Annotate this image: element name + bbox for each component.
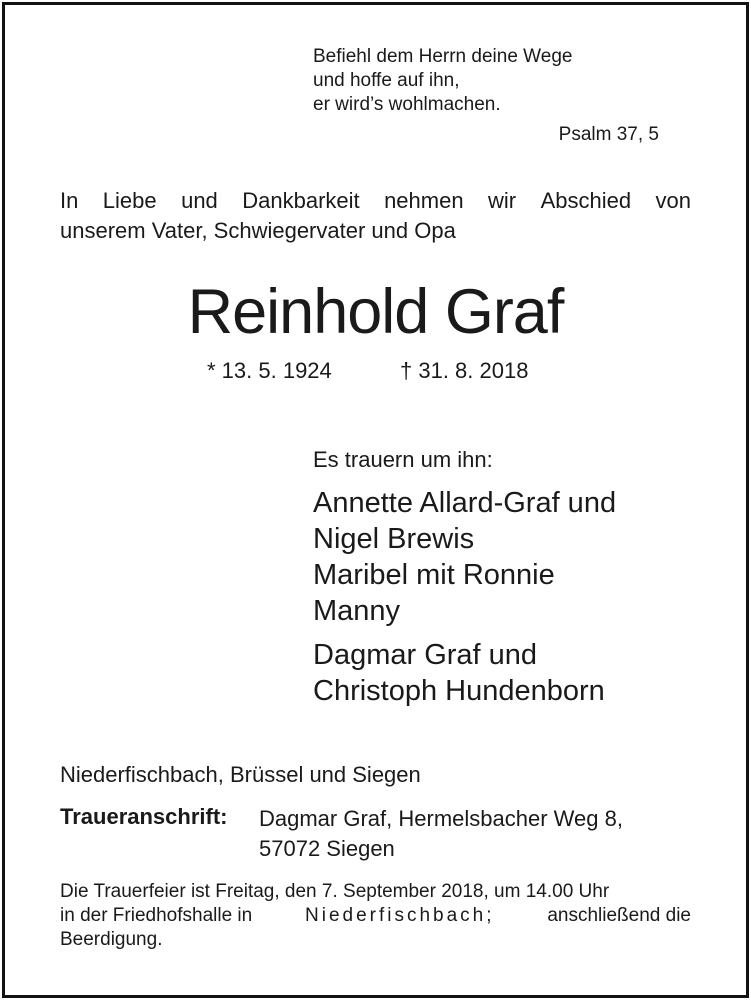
address-line-1: Dagmar Graf, Hermelsbacher Weg 8, [259, 806, 623, 831]
mourner-line: Manny [313, 595, 401, 627]
address-label: Traueranschrift: [60, 804, 228, 829]
intro-line-1 [60, 186, 691, 216]
verse-reference: Psalm 37, 5 [558, 124, 659, 145]
ceremony-line-2-start: in der Friedhofshalle in [60, 905, 253, 926]
intro-word: Liebe [102, 188, 157, 213]
ceremony-line-2-end: anschließend die [547, 905, 691, 926]
intro-text [60, 186, 691, 246]
verse-line-2: und hoffe auf ihn, [313, 70, 460, 91]
deceased-name: Reinhold Graf [187, 277, 564, 347]
ceremony-place: Niederfischbach; [305, 905, 495, 926]
ceremony-line-2 [60, 904, 691, 928]
verse-line-3: er wird’s wohlmachen. [313, 94, 501, 115]
mourning-address [259, 804, 623, 864]
intro-word: von [655, 188, 691, 213]
mourner-line: Nigel Brewis [313, 523, 475, 555]
death-date: † 31. 8. 2018 [400, 358, 529, 383]
intro-word: In [60, 188, 79, 213]
bible-verse [313, 45, 572, 117]
ceremony-info [60, 880, 691, 952]
mourner-line: Maribel mit Ronnie [313, 559, 555, 591]
mourner-line: Dagmar Graf und [313, 639, 538, 671]
mourners-group-2 [313, 637, 605, 709]
birth-date: * 13. 5. 1924 [207, 358, 332, 383]
intro-word: nehmen [384, 188, 464, 213]
verse-line-1: Befiehl dem Herrn deine Wege [313, 46, 573, 67]
mourner-line: Annette Allard-Graf und [313, 487, 617, 519]
mourner-line: Christoph Hundenborn [313, 675, 605, 707]
ceremony-line-3: Beerdigung. [60, 929, 163, 950]
intro-word: und [181, 188, 218, 213]
intro-word: Dankbarkeit [242, 188, 360, 213]
mourners-heading: Es trauern um ihn: [313, 447, 493, 472]
intro-word: Abschied [540, 188, 632, 213]
address-line-2: 57072 Siegen [259, 836, 395, 861]
places-line: Niederfischbach, Brüssel und Siegen [60, 762, 421, 787]
intro-line-2: unserem Vater, Schwiegervater und Opa [60, 218, 456, 243]
mourners-group-1 [313, 485, 616, 629]
ceremony-line-1: Die Trauerfeier ist Freitag, den 7. September 2018, um 14.00 Uhr [60, 881, 610, 902]
intro-word: wir [488, 188, 517, 213]
